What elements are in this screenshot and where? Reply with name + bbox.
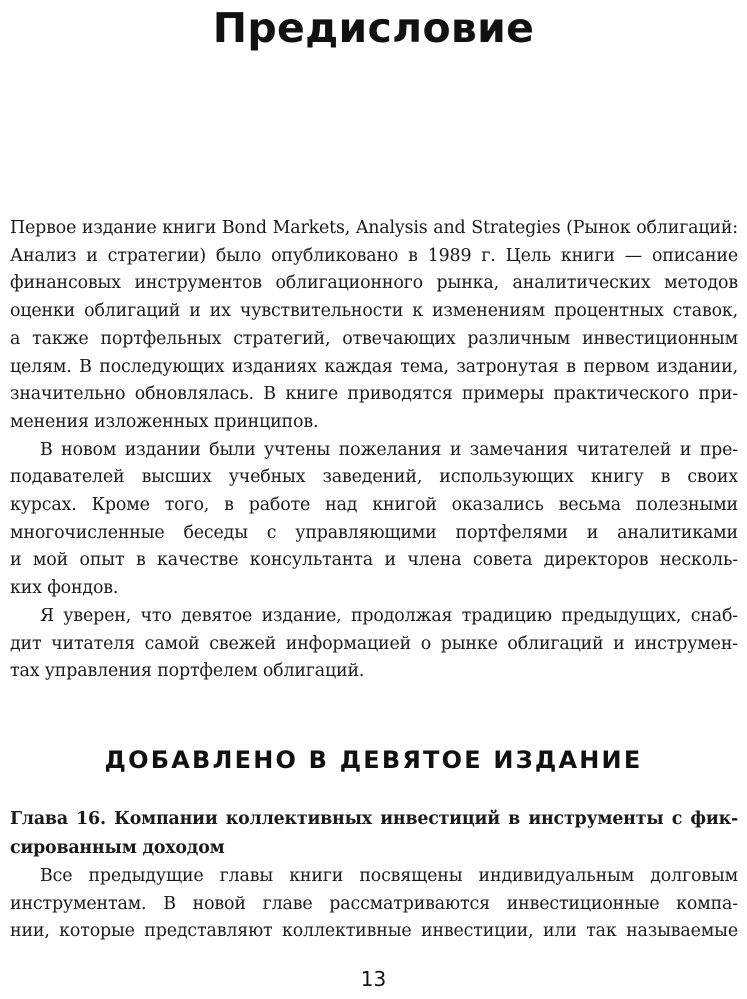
text-line: и мой опыт в качестве консультанта и члена совета директоров несколь-: [10, 550, 738, 571]
heading-line: сированным доходом: [10, 838, 225, 858]
text-line: тах управления портфелем облигаций.: [10, 661, 365, 682]
text-line: инструментам. В новой главе рассматриваются инвестиционные компа-: [10, 893, 738, 914]
text-line: а также портфельных стратегий, отвечающих различным инвестиционным: [10, 328, 738, 349]
preface-paragraph-3: [10, 603, 738, 686]
text-line: Анализ и стратегии) было опубликовано в 1989 г. Цель книги — описание: [10, 245, 738, 266]
text-line: оценки облигаций и их чувствительности к изменениям процентных ставок,: [10, 301, 738, 322]
text-line: значительно обновлялась. В книге приводятся примеры практического при-: [10, 384, 738, 405]
text-line: дит читателя самой свежей информацией о рынке облигаций и инструмен-: [10, 633, 738, 654]
text-line: многочисленные беседы с управляющими портфелями и аналитиками: [10, 522, 738, 543]
text-line: курсах. Кроме того, в работе над книгой оказались весьма полезными: [10, 495, 738, 516]
text-line: Первое издание книги Bond Markets, Analysis and Strategies (Рынок облигаций:: [10, 218, 738, 238]
text-line: Все предыдущие главы книги посвящены индивидуальным долговым: [40, 866, 738, 886]
text-line: ких фондов.: [10, 578, 119, 599]
chapter-entry: [10, 805, 738, 946]
text-line: В новом издании были учтены пожелания и замечания читателей и пре-: [40, 439, 738, 460]
page-title: Предисловие: [212, 4, 535, 52]
text-line: подавателей высших учебных заведений, использующих книгу в своих: [10, 467, 738, 488]
text-line: нии, которые представляют коллективные инвестиции, или так называемые: [10, 921, 738, 942]
heading-line: Глава 16. Компании коллективных инвестиций в инструменты с фик-: [10, 809, 738, 829]
page-number: 13: [360, 967, 387, 991]
text-line: финансовых инструментов облигационного рынка, аналитических методов: [10, 273, 738, 294]
text-line: Я уверен, что девятое издание, продолжая традицию предыдущих, снаб-: [40, 605, 738, 626]
chapter-heading: [10, 805, 738, 863]
preface-paragraph-2: [10, 437, 738, 603]
text-line: целям. В последующих изданиях каждая тема, затронутая в первом издании,: [10, 356, 738, 377]
preface-paragraph-1: [10, 215, 738, 437]
section-title: ДОБАВЛЕНО В ДЕВЯТОЕ ИЗДАНИЕ: [104, 746, 643, 774]
text-line: менения изложенных принципов.: [10, 411, 319, 432]
preface-text: [10, 215, 738, 686]
chapter-description: [10, 863, 738, 946]
